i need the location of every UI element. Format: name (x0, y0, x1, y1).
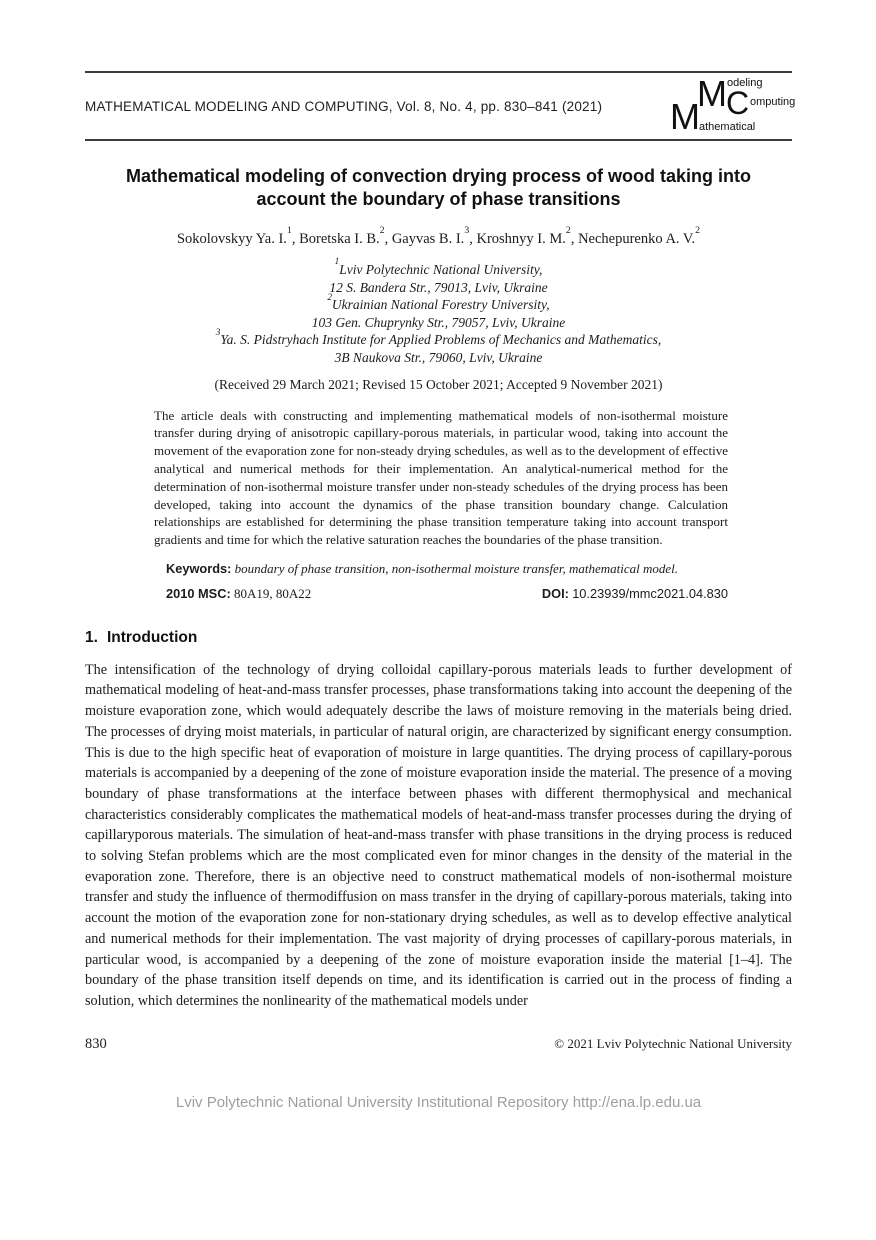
author (299, 224, 392, 247)
author-affiliation-ref: 3 (464, 224, 470, 236)
paper-title: Mathematical modeling of convection drying process of wood taking into account the boundary of phase transitions (125, 166, 752, 209)
affiliation-line (85, 279, 792, 297)
section-heading-introduction (85, 629, 792, 647)
doi-label: DOI: (541, 585, 569, 601)
author-affiliation-ref: 1 (286, 224, 292, 236)
keywords-text: boundary of phase transition, non-isothermal moisture transfer, mathematical model. (234, 560, 678, 576)
affiliation-line (85, 291, 792, 314)
author-name: Sokolovskyy Ya. I. (176, 231, 287, 247)
affiliation-list (85, 256, 792, 367)
introduction-paragraph: The intensification of the technology of drying colloidal capillary-porous materials leads to further development of mathematical modeling of heat-and-mass transfer processes, phase transformations taking into account the deepening of the moisture evaporation zone, which would adequately describe the laws of moisture removing in the materials being dried. The processes of drying moist materials, in particular of natural origin, are characterized by significant energy consumption. This is due to the high specific heat of evaporation of moisture in large quantities. The drying process of capillary-porous materials is accompanied by a deepening of the zone of moisture evaporation inside the material. The presence of a moving boundary of phase transformations at the interface between phases with different thermophysical and mechanical characteristics considerably complicates the mathematical models of heat-and-mass transfer processes during the drying of capillaryporous materials. The simulation of heat-and-mass transfer with phase transitions in the drying process is reduced to solving Stefan problems which are the most complicated even for minor changes in the density of the material in the evaporation zone. Therefore, there is an objective need to construct mathematical models of non-isothermal moisture transfer and study the influence of thermodiffusion on mass transfer in the drying of capillary-porous materials, taking into account the motion of the evaporation zone for non-stationary drying schedules, as well as to develop effective analytical and numerical methods for their implementation. The vast majority of drying processes of capillary-porous materials, in particular wood, is accompanied by a deepening of the zone of moisture evaporation inside the material [1–4]. The boundary of the phase transition itself depends on time, and its identification is carried out in the process of finding a solution, which determines the nonlinearity of the mathematical models under (85, 661, 792, 1009)
msc-entry (166, 586, 311, 602)
page-footer (85, 1036, 792, 1053)
logo-letter-m2: M (697, 73, 727, 114)
author-list (85, 224, 792, 248)
msc-doi-row (154, 586, 728, 602)
logo-letter-c: C (726, 85, 750, 121)
copyright-notice: © 2021 Lviv Polytechnic National University (554, 1035, 792, 1051)
author (391, 224, 477, 247)
affiliation-text: Ya. S. Pidstryhach Institute for Applied Problems of Mechanics and Mathematics, (220, 332, 662, 348)
affiliation-text: 3B Naukova Str., 79060, Lviv, Ukraine (334, 349, 543, 365)
keywords-line (154, 560, 728, 578)
affiliation-number: 1 (334, 256, 340, 267)
author-separator: , (469, 231, 477, 247)
affiliation-number: 2 (327, 291, 332, 302)
author-separator: , (384, 231, 392, 247)
keywords-label: Keywords: (166, 560, 232, 576)
author-name: Kroshnyy I. M. (476, 231, 566, 247)
affiliation-text: 12 S. Bandera Str., 79013, Lviv, Ukraine (329, 279, 548, 295)
author-name: Nechepurenko A. V. (578, 231, 696, 247)
author-name: Boretska I. B. (299, 231, 380, 247)
author-affiliation-ref: 2 (695, 224, 701, 236)
paper-page (0, 71, 876, 1240)
affiliation-line (85, 326, 792, 349)
author-separator: , (291, 231, 300, 247)
author-separator: , (570, 231, 579, 247)
author-name: Gayvas B. I. (391, 231, 465, 247)
logo-letter-m1: M (670, 96, 700, 137)
author-affiliation-ref: 2 (565, 224, 571, 236)
header-bottom-rule (85, 139, 792, 141)
page-number: 830 (85, 1035, 107, 1052)
affiliation-text: 103 Gen. Chuprynky Str., 79057, Lviv, Ukraine (311, 314, 566, 330)
author (578, 224, 701, 247)
affiliation-text: Ukrainian National Forestry University, (331, 297, 550, 313)
msc-value: 80A19, 80A22 (233, 585, 312, 601)
received-dates-line: (Received 29 March 2021; Revised 15 October 2021; Accepted 9 November 2021) (214, 376, 663, 392)
affiliation-text: Lviv Polytechnic National University, (339, 262, 543, 277)
section-number: 1. (85, 628, 98, 646)
msc-label: 2010 MSC: (166, 585, 231, 601)
author (176, 224, 300, 247)
mmc-journal-logo-icon (670, 73, 796, 137)
logo-word-modeling: odeling (727, 77, 763, 89)
repository-watermark: Lviv Polytechnic National University Institutional Repository http://ena.lp.edu.ua (175, 1093, 702, 1111)
doi-value: 10.23939/mmc2021.04.830 (572, 585, 728, 601)
author-affiliation-ref: 2 (379, 224, 385, 236)
logo-word-computing: omputing (750, 96, 796, 108)
affiliation-line (85, 314, 792, 332)
author (476, 224, 579, 247)
doi-entry (542, 586, 728, 602)
affiliation-line (85, 256, 792, 279)
affiliation-line (85, 349, 792, 367)
journal-volume-line: MATHEMATICAL MODELING AND COMPUTING, Vol. 8, No. 4, pp. 830–841 (2021) (85, 98, 603, 114)
journal-header (85, 73, 796, 139)
section-title: Introduction (106, 628, 198, 646)
abstract-block (154, 407, 728, 602)
affiliation-number: 3 (215, 326, 221, 337)
abstract-text: The article deals with constructing and implementing mathematical models of non-isothermal moisture transfer during drying of anisotropic capillary-porous materials, in particular wood, taking into account the movement of the evaporation zone for non-steady drying schedules, as well as to the development of effective analytical and numerical methods for their implementation. An analytical-numerical method for the determination of non-isothermal moisture transfer under non-steady schedules of the drying process has been developed, taking into account the dynamics of the phase transition boundary change. Calculation relationships are established for determining the phase transition temperature taking into account transport gradients and time for which the relative saturation reaches the boundaries of the phase transition. (154, 407, 728, 548)
logo-word-mathematical: athematical (699, 121, 756, 133)
